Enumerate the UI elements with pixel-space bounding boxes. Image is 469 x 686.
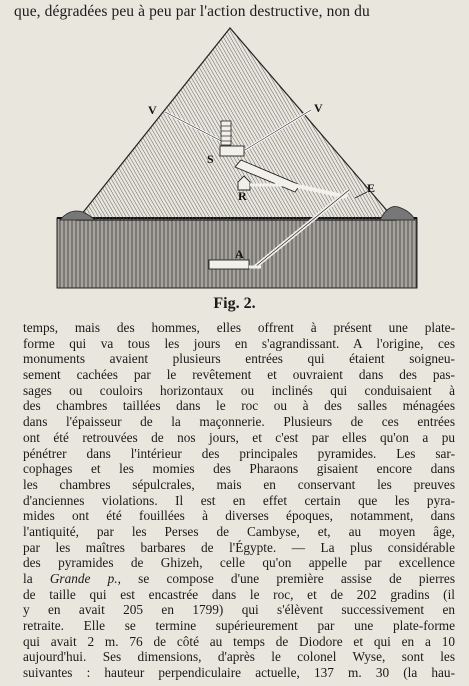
text-line: des chambres taillées dans le roc ou à des salles ménagées [23,398,455,414]
text-line: temps, mais des hommes, elles offrent à présent une plate- [23,320,455,335]
text-line: l'antiquité, par les Perses de Cambyse, et, au moyen âge, [23,523,455,539]
text-line: retraite. Elle se termine supérieurement par une plate-forme [23,618,455,634]
text-line: des pyramides de Ghizeh, celle qu'on appelle par excellence [23,555,455,571]
text-line: qui avait 2 m. 76 de côté au temps de Diodore et qui en a 10 [23,633,455,649]
label-s: S [207,152,214,166]
text-line: de taille qui est encastrée dans le roc, et de 202 gradins (il [23,586,455,602]
text-line: forme qui va tous les jours en s'agrandissant. A l'origine, ces [23,335,455,351]
text-line: sement cachées par le revêtement et ouvraient dans des pas- [23,367,455,383]
text-line: cophages et les momies des Pharaons gisaient encore dans [23,461,455,477]
text-line: pénétrer dans l'intérieur des principales pyramides. Les sar- [23,445,455,461]
subterranean-chamber [209,260,249,269]
text-line: mides ont été fouillées à diverses époques, notamment, dans [23,508,455,524]
figure-caption: Fig. 2. [213,295,256,312]
text-fragment: la [23,571,33,586]
label-v-right: V [314,101,323,115]
label-r: R [238,189,247,203]
text-line: sages ou couloirs horizontaux ou inclinés qui conduisaient à [23,382,455,398]
text-line: d'anciennes violations. Il est en effet certain que les pyra- [23,492,455,508]
text-fragment: , se compose d'une première assise de pierres [117,571,455,586]
label-e: E [367,181,376,195]
text-line: les chambres sépulcrales, mais en conservant les preuves [23,476,455,492]
kings-chamber [220,146,244,156]
text-line: par les maîtres barbares de l'Égypte. — La plus considérable [23,539,455,555]
relieving-chambers [221,121,231,145]
label-a: A [235,247,244,261]
text-line: aujourd'hui. Ses dimensions, d'après le colonel Wyse, sont les [23,649,455,665]
text-line: suivantes : hauteur perpendiculaire actuelle, 137 m. 30 (la hau- [23,665,455,681]
text-line: ont été retrouvées de nos jours, et c'est par elles qu'on a pu [23,429,455,445]
text-line: y en avait 205 en 1799) qui s'élèvent successivement en [23,602,455,618]
text-line: dans l'épaisseur de la maçonnerie. Plusieurs de ces entrées [23,414,455,430]
label-v-left: V [148,103,157,117]
italic-term: Grande p. [49,571,118,586]
continuation-line: que, dégradées peu à peu par l'action destructive, non du [14,3,370,20]
text-line: monuments avaient plusieurs entrées qui étaient soigneu- [23,351,455,367]
pyramid-cross-section-figure [55,22,420,290]
text-line-mixed [23,571,455,587]
body-text [23,320,455,681]
